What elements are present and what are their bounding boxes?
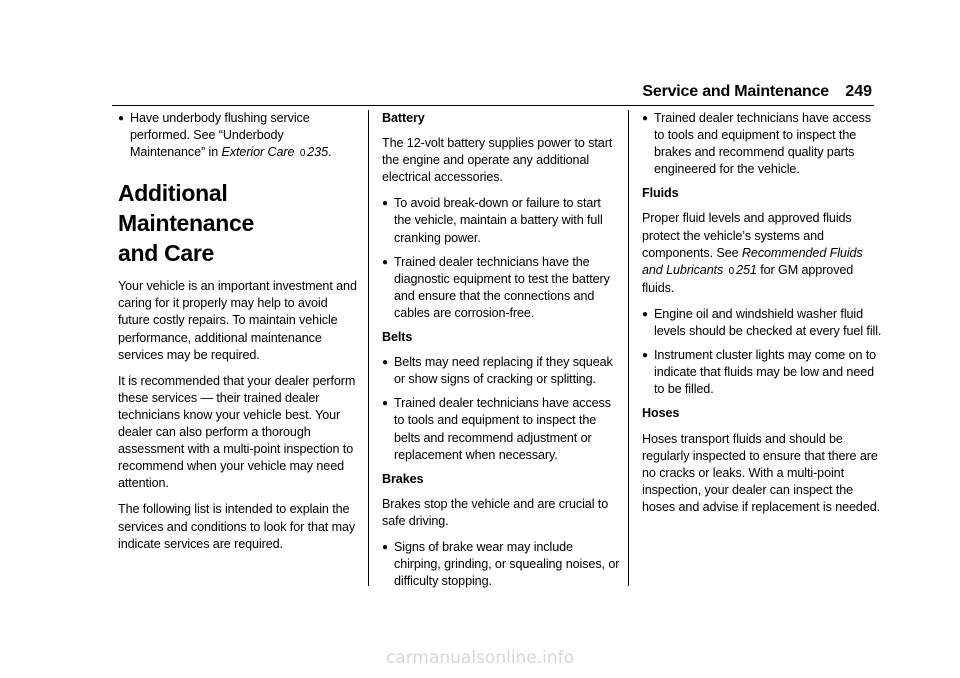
list-item	[642, 306, 882, 340]
list-item	[382, 539, 620, 590]
bullet-text: Belts may need replacing if they squeak or show signs of cracking or splitting.	[394, 355, 613, 387]
bullet-text: Trained dealer technicians have access to tools and equipment to inspect the brakes and recommend quality parts engineered for the vehicle.	[654, 111, 871, 177]
paragraph: Your vehicle is an important investment and caring for it properly may help to avoid future costly repairs. To maintain vehicle performance, additional maintenance services may be required.	[118, 279, 357, 362]
header-rule	[112, 105, 874, 106]
list-item	[382, 395, 620, 463]
column-divider	[368, 110, 369, 586]
list-item	[642, 110, 882, 178]
paragraph: Hoses transport fluids and should be regularly inspected to ensure that there are no cracks or leaks. With a multi-point inspection, your dealer can inspect the hoses and advise if replacement is needed.	[642, 431, 881, 514]
paragraph: Brakes stop the vehicle and are crucial to safe driving.	[382, 496, 609, 528]
bullet-icon: ●	[642, 113, 648, 124]
list-item	[382, 254, 620, 322]
bullet-text: Instrument cluster lights may come on to indicate that fluids may be low and need to be filled.	[654, 348, 877, 397]
bullet-icon: ●	[382, 198, 388, 210]
subheading-hoses: Hoses	[642, 406, 680, 421]
section-title-line-2: and Care	[118, 240, 215, 267]
section-title	[118, 178, 358, 268]
list-item	[118, 110, 358, 162]
paragraph: It is recommended that your dealer perform these services — their trained dealer technicians know your vehicle best. Your dealer can also perform a thorough assessment with a multi-point inspection to recommend when your vehicle may need attention.	[118, 373, 356, 491]
bullet-text: Trained dealer technicians have the diagnostic equipment to test the battery and ensure that the connections and cables are corrosion-free.	[394, 254, 610, 320]
page-reference-icon: 0	[728, 265, 735, 277]
bullet-icon: ●	[642, 308, 648, 320]
subheading-battery: Battery	[382, 111, 425, 125]
bullet-icon: ●	[118, 113, 124, 124]
paragraph-text: Proper fluid levels and approved fluids protect the vehicle’s systems and components. See	[642, 211, 852, 260]
subheading-fluids: Fluids	[642, 186, 679, 201]
bullet-text: Trained dealer technicians have access to tools and equipment to inspect the belts and recommend adjustment or replacement when necessary.	[394, 396, 611, 462]
list-item	[382, 354, 620, 388]
section-title-line-1: Additional Maintenance	[118, 180, 255, 237]
bullet-text: Signs of brake wear may include chirping, grinding, or squealing noises, or difficulty stopping.	[394, 539, 620, 589]
bullet-icon: ●	[382, 357, 388, 369]
paragraph	[642, 210, 882, 296]
page-number: 249	[845, 83, 872, 100]
list-item	[642, 347, 882, 398]
column-divider	[628, 110, 629, 586]
list-item	[382, 195, 620, 246]
bullet-icon: ●	[382, 256, 388, 268]
bullet-icon: ●	[382, 541, 388, 553]
page-reference-number[interactable]: 251	[736, 262, 757, 277]
subheading-brakes: Brakes	[382, 471, 424, 486]
paragraph: The following list is intended to explain the services and conditions to look for that may indicate services are required.	[118, 502, 356, 551]
section-header-title: Service and Maintenance	[642, 83, 829, 100]
page-reference-icon: 0	[299, 148, 306, 160]
column-1	[118, 110, 358, 562]
page-reference-number[interactable]: 235	[307, 145, 328, 160]
cross-reference-link[interactable]: Recommended Fluids and Lubricants	[642, 245, 863, 277]
paragraph-text: for GM approved fluids.	[642, 262, 854, 295]
cross-reference-link[interactable]: Exterior Care	[221, 145, 295, 160]
bullet-text: Have underbody flushing service performed. See “Underbody Maintenance” in	[130, 111, 310, 160]
watermark: carmanualsonline.info	[385, 648, 575, 668]
sentence-end: .	[328, 145, 332, 160]
column-2	[382, 110, 620, 597]
bullet-icon: ●	[642, 350, 648, 362]
bullet-text: To avoid break-down or failure to start the vehicle, maintain a battery with full cranking power.	[394, 196, 603, 245]
paragraph: The 12-volt battery supplies power to start the engine and operate any additional electrical accessories.	[382, 136, 613, 185]
subheading-belts: Belts	[382, 330, 413, 345]
page-header	[0, 83, 960, 107]
bullet-text: Engine oil and windshield washer fluid levels should be checked at every fuel fill.	[654, 306, 882, 339]
column-3	[642, 110, 882, 525]
bullet-icon: ●	[382, 398, 388, 410]
